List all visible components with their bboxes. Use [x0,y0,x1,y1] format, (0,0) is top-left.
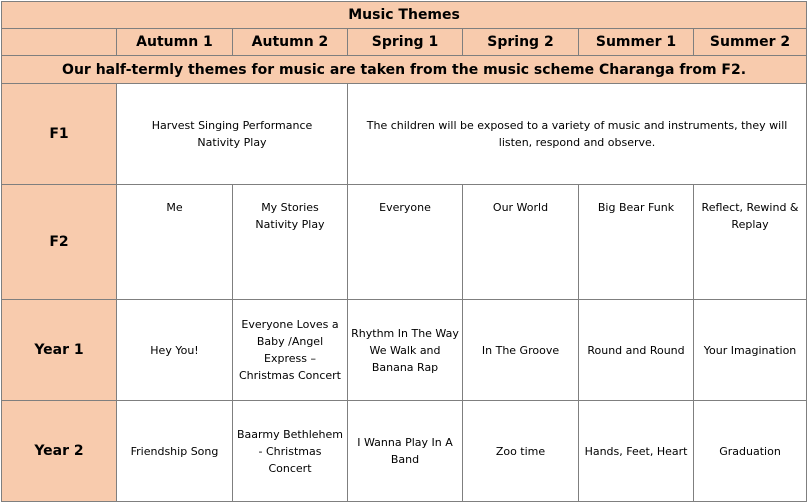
f2-cell-line: Me [166,201,183,214]
f1-spring-summer-cell: The children will be exposed to a variety of music and instruments, they will listen, respond and observe. [348,84,807,185]
year1-autumn-2-cell: Everyone Loves a Baby /Angel Express – Christmas Concert [233,300,348,401]
year2-summer-2-cell: Graduation [694,401,807,502]
row-label-year-2: Year 2 [2,401,117,502]
f2-cell-line: Everyone [379,201,431,214]
f2-cell-line: Our World [492,201,549,214]
f2-summer-2-cell [694,185,807,300]
term-header-autumn-1: Autumn 1 [117,29,233,56]
scheme-note: Our half-termly themes for music are taken from the music scheme Charanga from F2. [2,56,807,84]
corner-header-cell [2,29,117,56]
year2-spring-1-cell: I Wanna Play In A Band [348,401,463,502]
year1-spring-2-cell: In The Groove [463,300,579,401]
table-title: Music Themes [2,2,807,29]
f1-autumn-cell [117,84,348,185]
f2-spring-1-cell [348,185,463,300]
f2-cell-line: Nativity Play [255,218,325,231]
f2-spring-2-cell [463,185,579,300]
year2-autumn-1-cell: Friendship Song [117,401,233,502]
term-header-summer-1: Summer 1 [579,29,694,56]
year2-summer-1-cell: Hands, Feet, Heart [579,401,694,502]
f2-autumn-1-cell [117,185,233,300]
f2-cell-line: Reflect, Rewind & Replay [701,201,799,231]
row-label-f1: F1 [2,84,117,185]
year1-spring-1-cell: Rhythm In The Way We Walk and Banana Rap [348,300,463,401]
f2-cell-line: Big Bear Funk [597,201,675,214]
f2-autumn-2-cell [233,185,348,300]
year2-spring-2-cell: Zoo time [463,401,579,502]
f1-autumn-line: Harvest Singing Performance [151,119,313,132]
term-header-spring-2: Spring 2 [463,29,579,56]
year1-summer-2-cell: Your Imagination [694,300,807,401]
f1-autumn-line: Nativity Play [197,136,267,149]
year1-summer-1-cell: Round and Round [579,300,694,401]
year1-autumn-1-cell: Hey You! [117,300,233,401]
term-header-spring-1: Spring 1 [348,29,463,56]
row-label-f2: F2 [2,185,117,300]
f2-cell-line: My Stories [261,201,319,214]
row-label-year-1: Year 1 [2,300,117,401]
year2-autumn-2-cell: Baarmy Bethlehem - Christmas Concert [233,401,348,502]
music-themes-table [1,1,807,502]
term-header-summer-2: Summer 2 [694,29,807,56]
f2-summer-1-cell [579,185,694,300]
term-header-autumn-2: Autumn 2 [233,29,348,56]
